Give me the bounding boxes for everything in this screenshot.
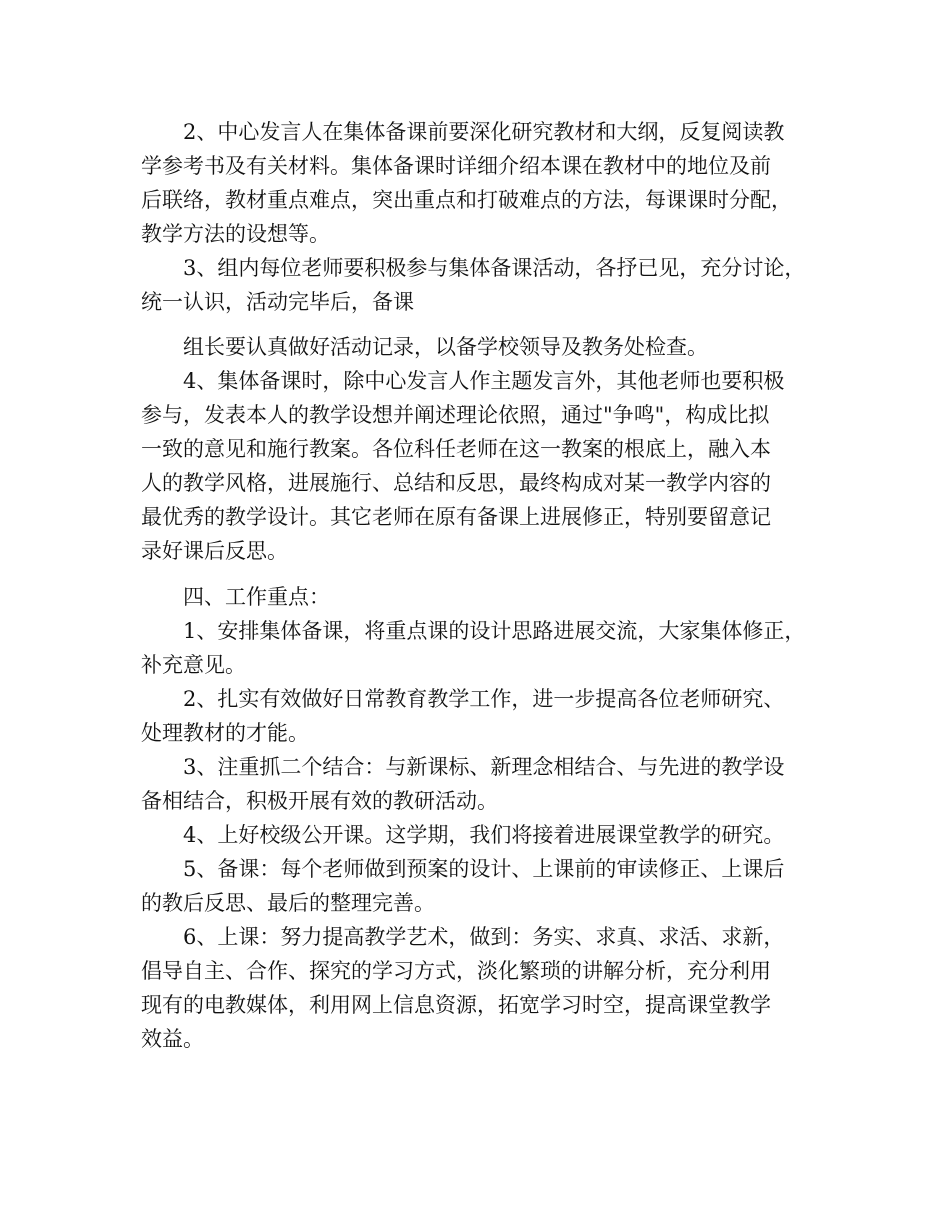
text-line: 效益。: [141, 1027, 204, 1051]
text-line: 组长要认真做好活动记录，以备学校领导及教务处检查。: [183, 335, 708, 359]
text-line: 教学方法的设想等。: [141, 222, 330, 246]
text-line: 倡导自主、合作、探究的学习方式，淡化繁琐的讲解分析，充分利用: [141, 959, 771, 983]
text-line: 6、上课：努力提高教学艺术，做到：务实、求真、求活、求新，: [183, 925, 785, 949]
text-line: 的教后反思、最后的整理完善。: [141, 891, 435, 915]
text-line: 人的教学风格，进展施行、总结和反思，最终构成对某一教学内容的: [141, 471, 771, 495]
text-line: 3、注重抓二个结合：与新课标、新理念相结合、与先进的教学设: [183, 755, 785, 779]
text-line: 现有的电教媒体，利用网上信息资源，拓宽学习时空，提高课堂教学: [141, 993, 771, 1017]
text-line: 学参考书及有关材料。集体备课时详细介绍本课在教材中的地位及前: [141, 154, 771, 178]
text-line: 录好课后反思。: [141, 539, 288, 563]
text-line: 2、扎实有效做好日常教育教学工作，进一步提高各位老师研究、: [183, 687, 785, 711]
text-line: 5、备课：每个老师做到预案的设计、上课前的审读修正、上课后: [183, 857, 785, 881]
text-line: 参与，发表本人的教学设想并阐述理论依照，通过"争鸣"，构成比拟: [141, 403, 770, 427]
text-line: 一致的意见和施行教案。各位科任老师在这一教案的根底上，融入本: [141, 437, 771, 461]
text-line: 最优秀的教学设计。其它老师在原有备课上进展修正，特别要留意记: [141, 505, 771, 529]
text-line: 4、集体备课时，除中心发言人作主题发言外，其他老师也要积极: [183, 369, 785, 393]
text-line: 统一认识，活动完毕后，备课: [141, 290, 414, 314]
text-line: 后联络，教材重点难点，突出重点和打破难点的方法，每课课时分配，: [141, 188, 792, 212]
text-line: 3、组内每位老师要积极参与集体备课活动，各抒已见，充分讨论，: [183, 256, 806, 280]
text-line: 处理教材的才能。: [141, 721, 309, 745]
text-line: 2、中心发言人在集体备课前要深化研究教材和大纲，反复阅读教: [183, 120, 785, 144]
text-line: 补充意见。: [141, 653, 246, 677]
text-line: 1、安排集体备课，将重点课的设计思路进展交流，大家集体修正，: [183, 619, 806, 643]
section-heading: 四、工作重点：: [183, 585, 330, 609]
text-line: 4、上好校级公开课。这学期，我们将接着进展课堂教学的研究。: [183, 823, 785, 847]
text-line: 备相结合，积极开展有效的教研活动。: [141, 789, 498, 813]
